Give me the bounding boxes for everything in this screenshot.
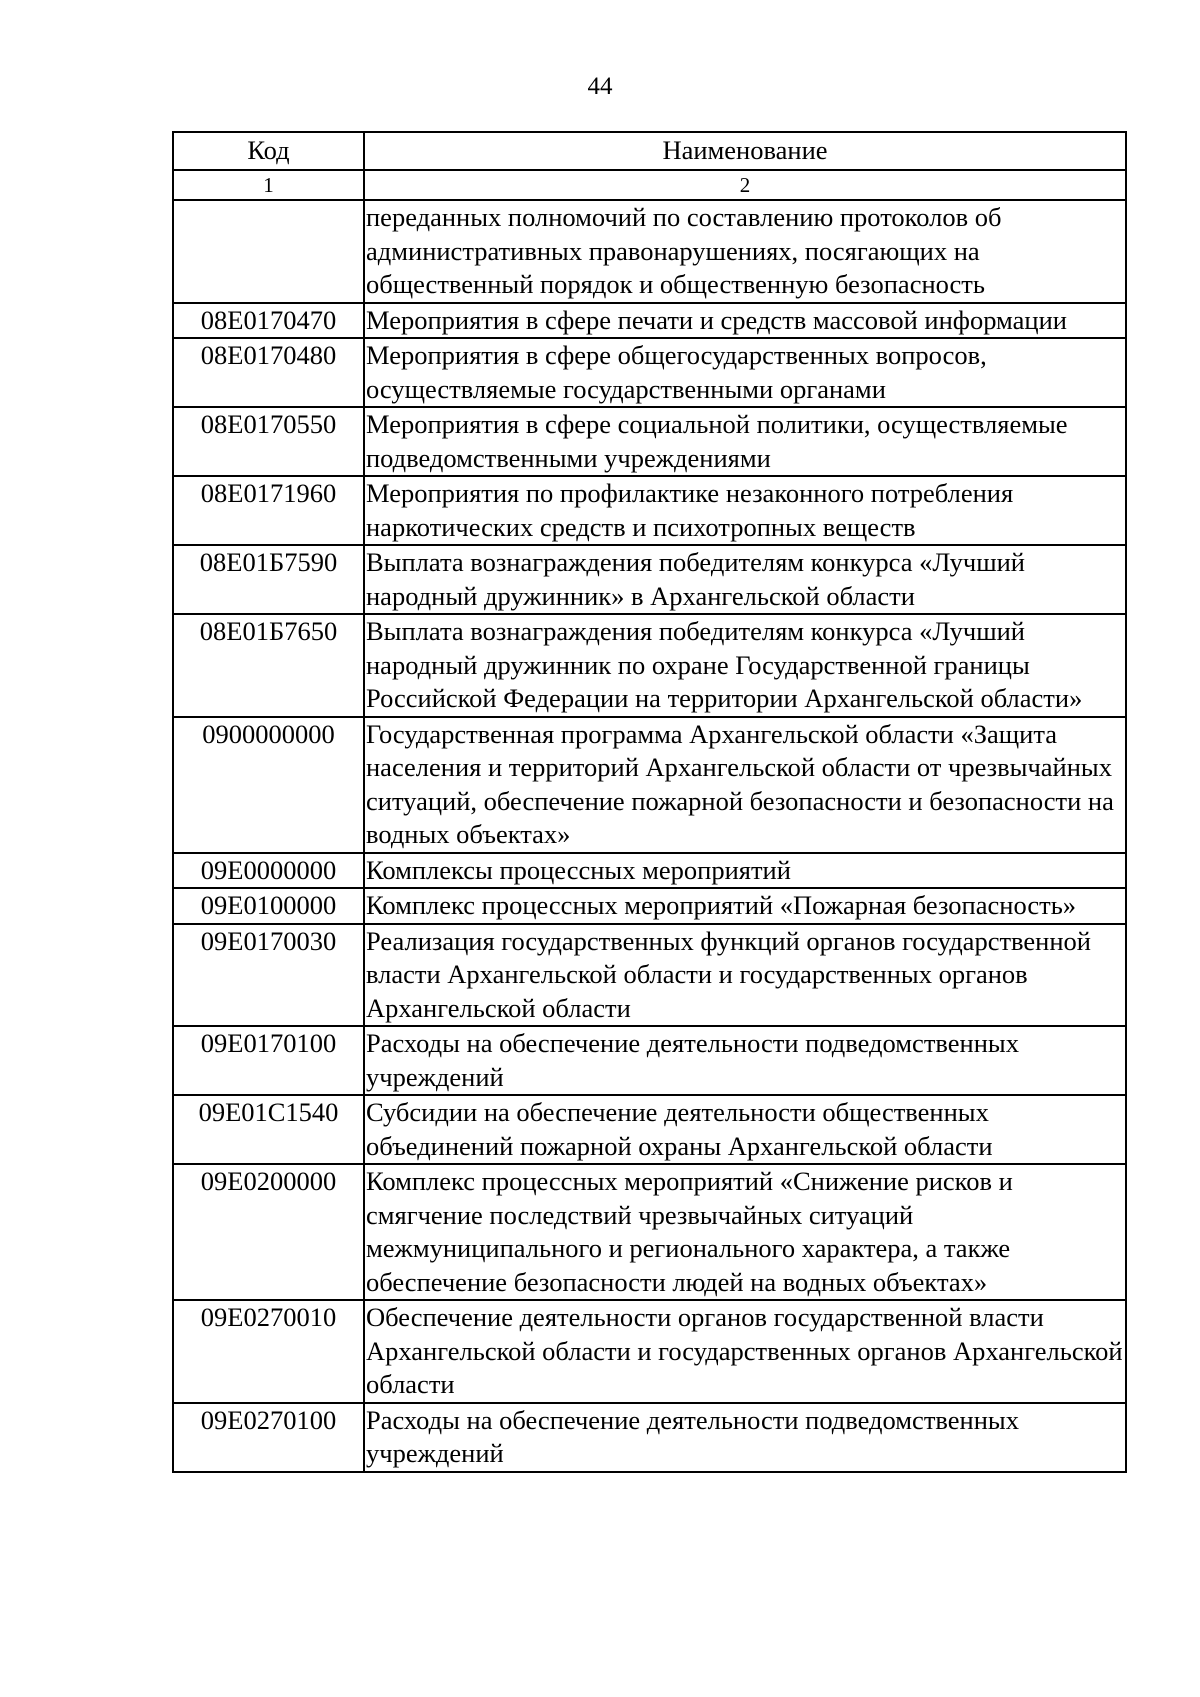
table-row xyxy=(173,303,1126,339)
row-code: 09Е01С1540 xyxy=(173,1095,364,1164)
row-name: Комплексы процессных мероприятий xyxy=(364,853,1126,889)
table-row xyxy=(173,545,1126,614)
table-row xyxy=(173,614,1126,717)
row-code: 09Е0270010 xyxy=(173,1300,364,1403)
row-name: Реализация государственных функций органов государственной власти Архангельской области и государственных органов Архангельской области xyxy=(364,924,1126,1027)
table-row xyxy=(173,1026,1126,1095)
row-name: Комплекс процессных мероприятий «Снижение рисков и смягчение последствий чрезвычайных ситуаций межмуниципального и регионального характера, а также обеспечение безопасности людей на водных объектах» xyxy=(364,1164,1126,1300)
table-row xyxy=(173,1164,1126,1300)
row-name: Обеспечение деятельности органов государственной власти Архангельской области и государственных органов Архангельской области xyxy=(364,1300,1126,1403)
row-name: Мероприятия в сфере общегосударственных вопросов, осуществляемые государственными органами xyxy=(364,338,1126,407)
table-row xyxy=(173,853,1126,889)
row-code: 09Е0200000 xyxy=(173,1164,364,1300)
row-name: переданных полномочий по составлению протоколов об административных правонарушениях, посягающих на общественный порядок и общественную безопасность xyxy=(364,200,1126,303)
header-code: Код xyxy=(173,132,364,170)
row-name: Мероприятия в сфере печати и средств массовой информации xyxy=(364,303,1126,339)
row-name: Расходы на обеспечение деятельности подведомственных учреждений xyxy=(364,1026,1126,1095)
row-code: 08Е0171960 xyxy=(173,476,364,545)
table-row xyxy=(173,407,1126,476)
table-row xyxy=(173,717,1126,853)
table-row xyxy=(173,338,1126,407)
page-number: 44 xyxy=(587,73,613,100)
row-code: 08Е0170480 xyxy=(173,338,364,407)
row-code: 09Е0000000 xyxy=(173,853,364,889)
table-row xyxy=(173,888,1126,924)
row-name: Выплата вознаграждения победителям конкурса «Лучший народный дружинник по охране Государственной границы Российской Федерации на территории Архангельской области» xyxy=(364,614,1126,717)
header-name: Наименование xyxy=(364,132,1126,170)
row-name: Выплата вознаграждения победителям конкурса «Лучший народный дружинник» в Архангельской области xyxy=(364,545,1126,614)
row-code xyxy=(173,200,364,303)
row-name: Мероприятия по профилактике незаконного потребления наркотических средств и психотропных веществ xyxy=(364,476,1126,545)
row-name: Субсидии на обеспечение деятельности общественных объединений пожарной охраны Архангельской области xyxy=(364,1095,1126,1164)
row-code: 09Е0170030 xyxy=(173,924,364,1027)
table-header-row xyxy=(173,132,1126,170)
row-code: 08Е0170470 xyxy=(173,303,364,339)
row-code: 08Е01Б7590 xyxy=(173,545,364,614)
row-name: Государственная программа Архангельской области «Защита населения и территорий Архангельской области от чрезвычайных ситуаций, обеспечение пожарной безопасности и безопасности на водных объектах» xyxy=(364,717,1126,853)
table-row xyxy=(173,476,1126,545)
row-code: 09Е0270100 xyxy=(173,1403,364,1472)
table-row xyxy=(173,1095,1126,1164)
row-code: 08Е0170550 xyxy=(173,407,364,476)
budget-code-table xyxy=(172,131,1127,1473)
column-number-code: 1 xyxy=(173,170,364,200)
row-code: 0900000000 xyxy=(173,717,364,853)
table-row xyxy=(173,200,1126,303)
row-name: Мероприятия в сфере социальной политики, осуществляемые подведомственными учреждениями xyxy=(364,407,1126,476)
row-code: 09Е0100000 xyxy=(173,888,364,924)
row-code: 09Е0170100 xyxy=(173,1026,364,1095)
column-number-row xyxy=(173,170,1126,200)
row-code: 08Е01Б7650 xyxy=(173,614,364,717)
column-number-name: 2 xyxy=(364,170,1126,200)
row-name: Расходы на обеспечение деятельности подведомственных учреждений xyxy=(364,1403,1126,1472)
row-name: Комплекс процессных мероприятий «Пожарная безопасность» xyxy=(364,888,1126,924)
table-row xyxy=(173,1403,1126,1472)
table-row xyxy=(173,924,1126,1027)
table-row xyxy=(173,1300,1126,1403)
